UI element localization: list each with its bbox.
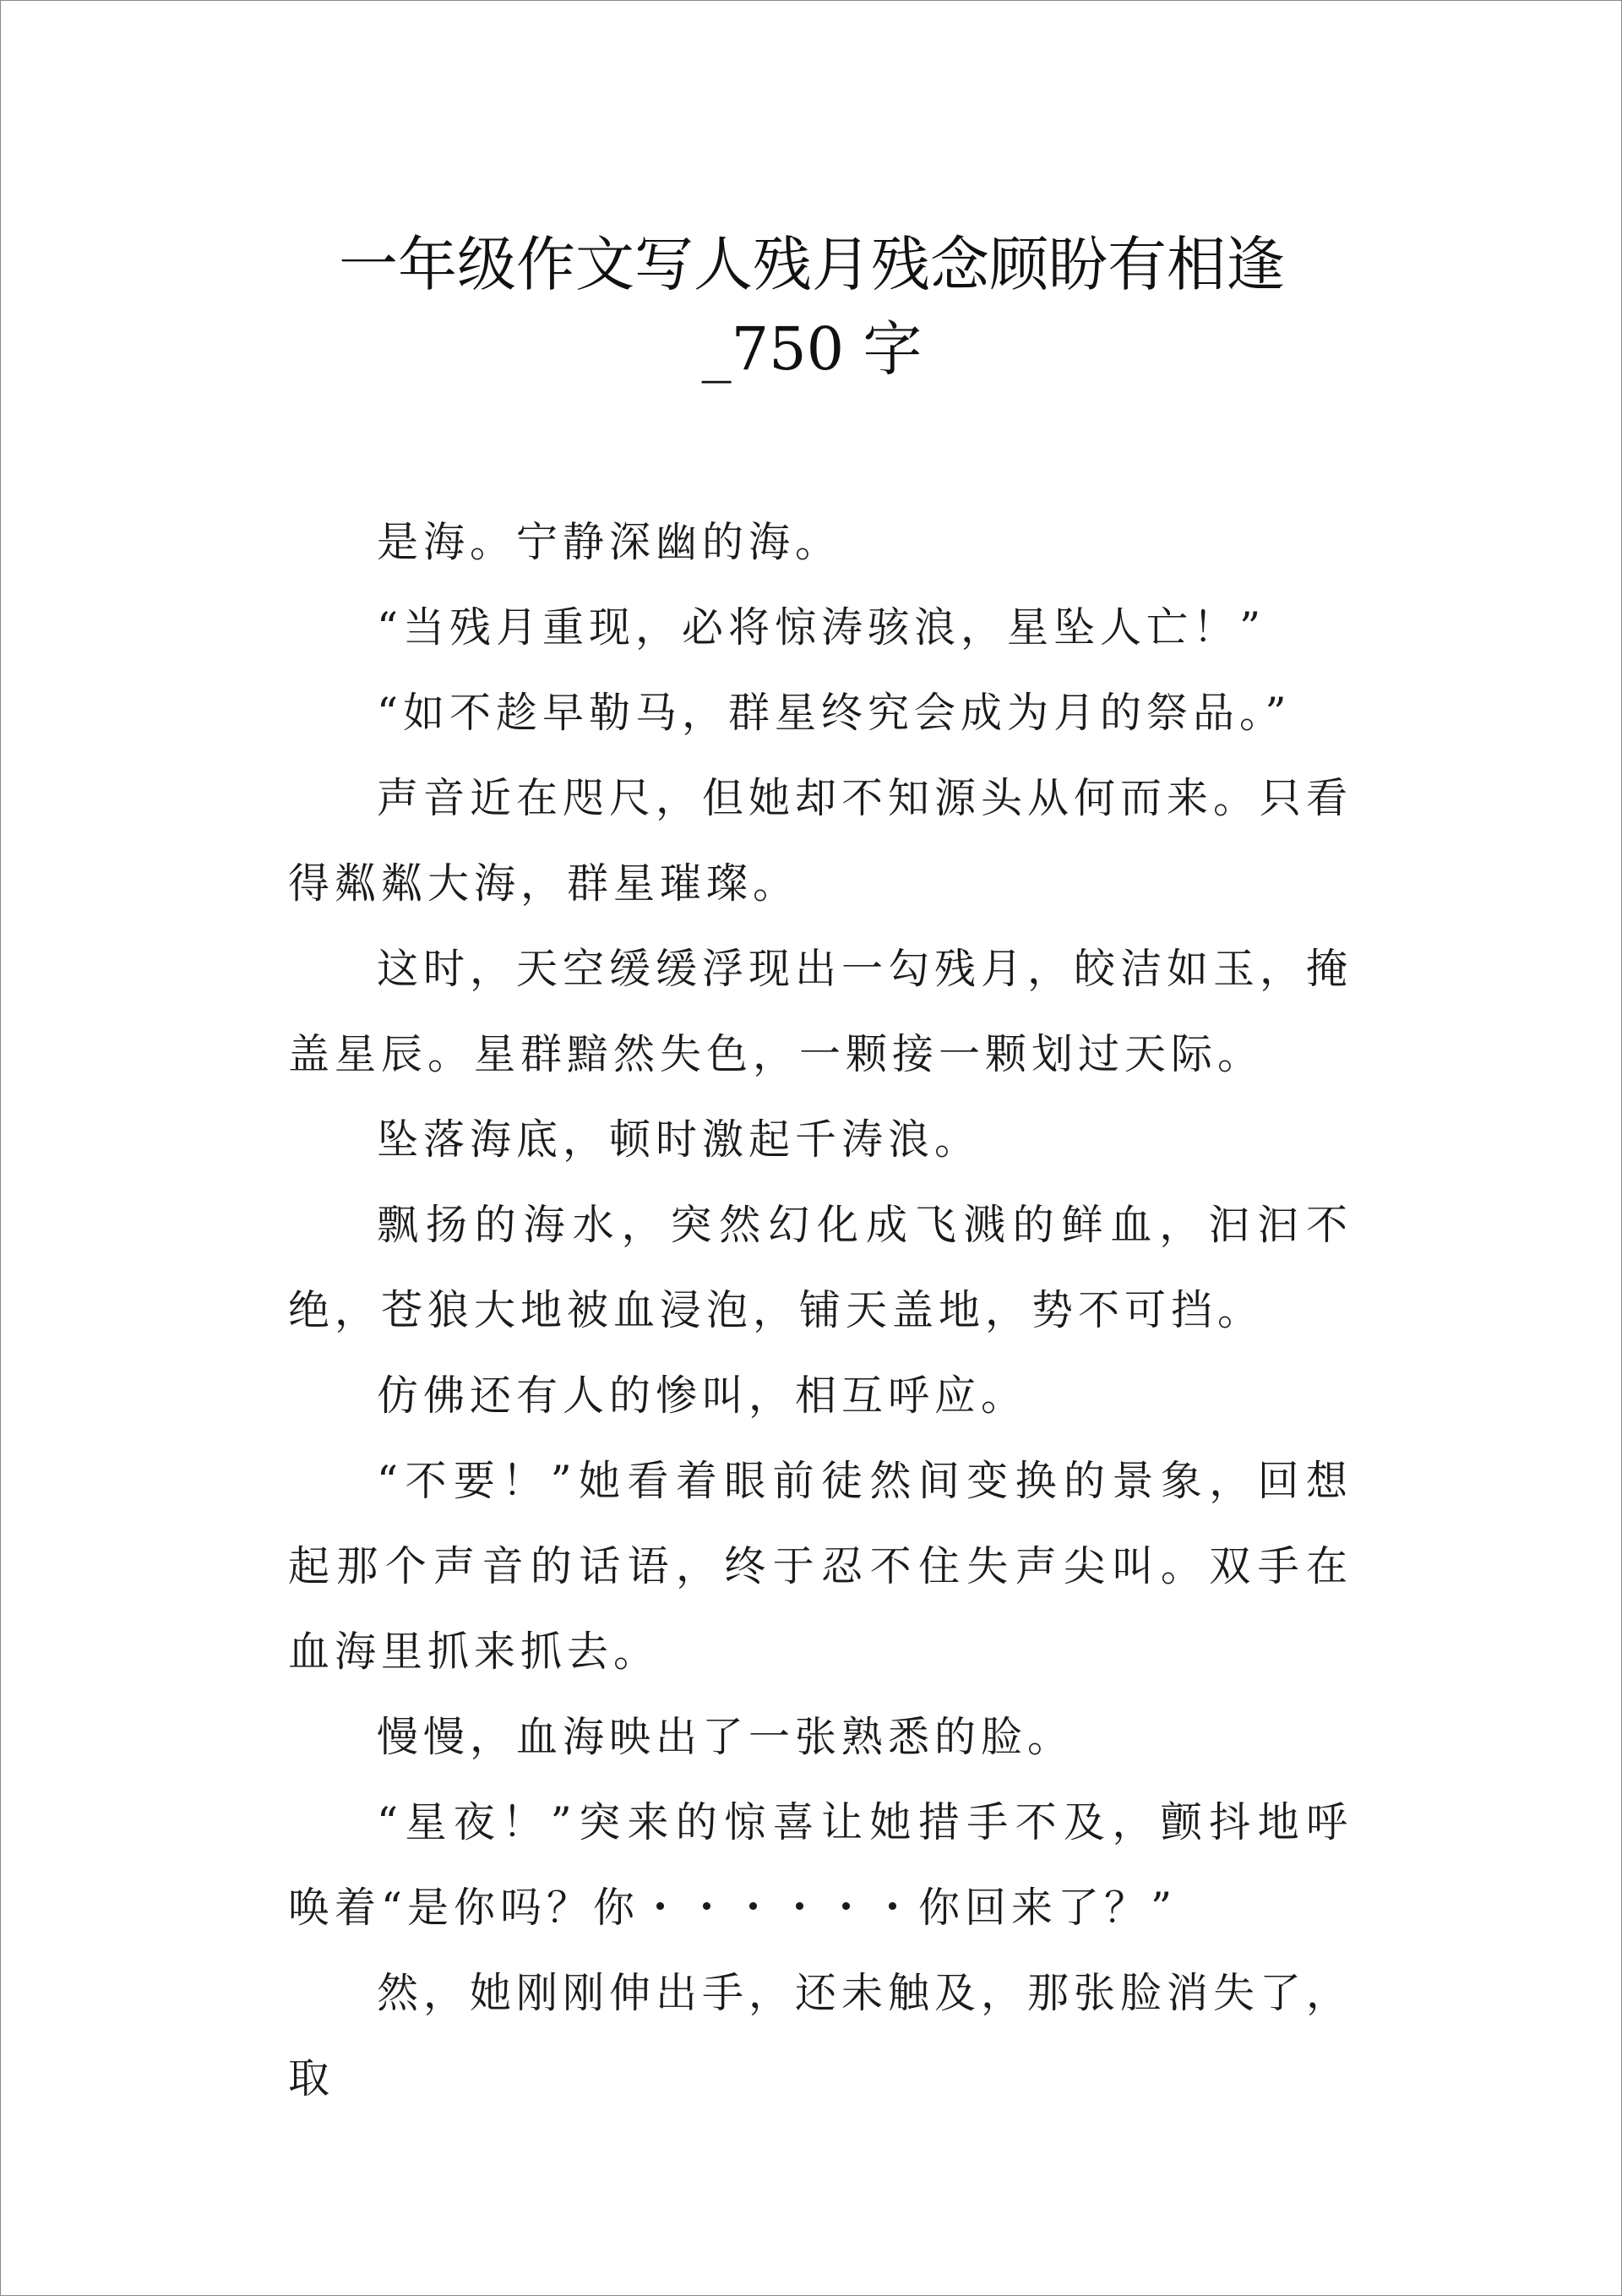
- paragraph: 坠落海底，顿时激起千涛浪。: [377, 1115, 982, 1164]
- paragraph: 飘扬的海水，突然幻化成飞溅的鲜血，汩汩不绝，苍狼大地被血浸泡，铺天盖地，势不可挡。: [288, 1201, 1353, 1334]
- title-line-1: 一年级作文写人残月残念顾盼有相逢: [339, 230, 1285, 299]
- paragraph: “如不趁早勒马，群星终究会成为月的祭品。”: [377, 689, 1292, 737]
- paragraph: 慢慢，血海映出了一张熟悉的脸。: [377, 1713, 1075, 1761]
- paragraph: “当残月重现，必将惊涛骇浪，星坠人亡！”: [377, 603, 1266, 652]
- document-title: [1, 222, 1622, 391]
- paragraph: 这时，天空缓缓浮现出一勾残月，皎洁如玉，掩盖星辰。星群黯然失色，一颗接一颗划过天际。: [288, 945, 1353, 1078]
- paragraph: 然，她刚刚伸出手，还未触及，那张脸消失了，取: [288, 1969, 1353, 2102]
- paragraph: “星夜！”突来的惊喜让她措手不及，颤抖地呼唤着“是你吗？你・・・・・・你回来了？”: [288, 1798, 1353, 1932]
- paragraph: “不要！”她看着眼前徒然间变换的景象，回想起那个声音的话语，终于忍不住失声尖叫。双手在血海里抓来抓去。: [288, 1457, 1353, 1676]
- document-body: [288, 499, 1353, 2121]
- paragraph: 声音近在咫尺，但她却不知源头从何而来。只看得粼粼大海，群星璀璨。: [288, 774, 1353, 908]
- paragraph: 仿佛还有人的惨叫，相互呼应。: [377, 1372, 1028, 1420]
- title-line-2: _750 字: [701, 314, 923, 384]
- paragraph: 是海。宁静深幽的海。: [377, 518, 842, 566]
